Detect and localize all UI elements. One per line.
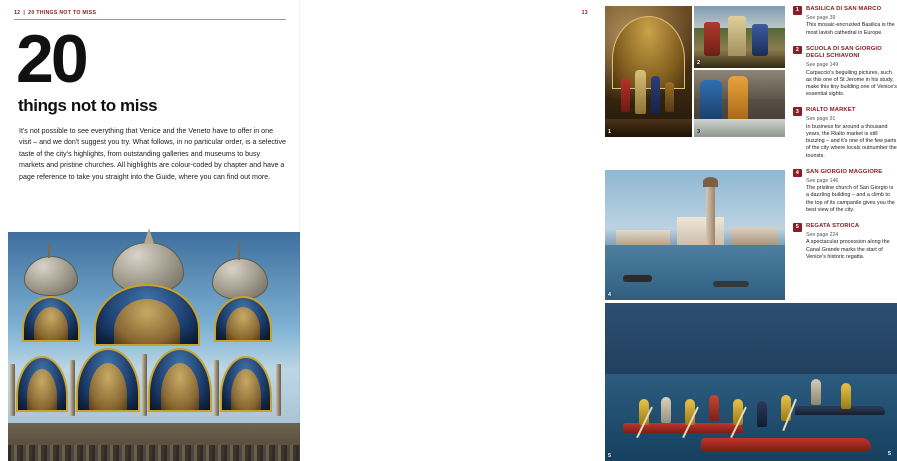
- caption-title: BASILICA DI SAN MARCO: [806, 6, 882, 12]
- caption-badge: 4: [793, 169, 802, 178]
- caption-text: Carpaccio's beguiling pictures, such as this one of St Jerome in his study, make this tiny building one of Venice's essential sights.: [806, 69, 897, 98]
- folio-separator: |: [23, 10, 26, 16]
- photo-basilica-interior: [605, 6, 692, 137]
- caption-column: [793, 6, 897, 270]
- photo-rialto-market: [694, 70, 785, 137]
- page-number-overlay: 5: [888, 451, 891, 457]
- caption-page-ref[interactable]: See page 91: [806, 116, 836, 123]
- photo-carpaccio-painting: [694, 6, 785, 68]
- left-page: [0, 0, 300, 461]
- header-divider: [14, 19, 286, 20]
- photo-number-3: 3: [697, 129, 701, 135]
- intro-paragraph: It's not possible to see everything that Venice and the Veneto have to offer in one visit – and we don't suggest you try. What follows, in no particular order, is a selective taste of the city's highlights, from outstanding galleries and museums to busy markets and pristine churches. All highlights are colour-coded by chapter and have a page reference to take you straight into the Guide, where you can find out more.: [19, 127, 286, 181]
- page-title-number: 20: [16, 21, 86, 97]
- caption-page-ref[interactable]: See page 146: [806, 177, 839, 184]
- caption-page-ref[interactable]: See page 224: [806, 231, 839, 238]
- caption-text: In business for around a thousand years, the Rialto market is still buzzing – and it's one of the few parts of the city where locals outnumber the tourists.: [806, 123, 897, 159]
- caption-text: A spectacular procession along the Canal Grande marks the start of Venice's historic regatta.: [806, 239, 890, 260]
- caption-badge: 1: [793, 6, 802, 15]
- caption-badge: 3: [793, 107, 802, 116]
- caption-title: RIALTO MARKET: [806, 107, 856, 114]
- caption-title: REGATA STORICA: [806, 223, 860, 230]
- photo-regata-storica: [605, 303, 897, 461]
- photo-number-5: 5: [608, 453, 612, 459]
- caption-badge: 5: [793, 223, 802, 232]
- folio-right-page-number: 13: [581, 10, 588, 16]
- folio-page-number: 12: [14, 10, 21, 16]
- photo-basilica-facade: [8, 232, 300, 461]
- caption-item: [793, 169, 897, 214]
- caption-item: [793, 223, 897, 261]
- caption-text: This mosaic-encrusted Basilica is the most lavish cathedral in Europe.: [806, 22, 895, 36]
- caption-item: [793, 6, 897, 37]
- caption-page-ref[interactable]: See page 149: [806, 62, 839, 69]
- caption-page-ref[interactable]: See page 39: [806, 14, 836, 21]
- right-page: [300, 0, 897, 461]
- photo-crowd: [8, 445, 300, 461]
- caption-text: The pristine church of San Giorgio is a dazzling building – and a climb to the top of its campanile gives you the best view of the city.: [806, 185, 895, 213]
- page-title: things not to miss: [18, 96, 158, 115]
- photo-number-4: 4: [608, 292, 612, 298]
- photo-number-2: 2: [697, 60, 701, 66]
- photo-san-giorgio-maggiore: [605, 170, 785, 300]
- caption-badge: 2: [793, 46, 802, 55]
- caption-item: [793, 46, 897, 99]
- photo-number-1: 1: [608, 129, 612, 135]
- running-head: [14, 10, 96, 16]
- caption-item: [793, 107, 897, 159]
- caption-title: SAN GIORGIO MAGGIORE: [806, 168, 883, 175]
- running-head-title: 20 THINGS NOT TO MISS: [28, 10, 97, 16]
- caption-title: SCUOLA DI SAN GIORGIO DEGLI SCHIAVONI: [806, 45, 882, 60]
